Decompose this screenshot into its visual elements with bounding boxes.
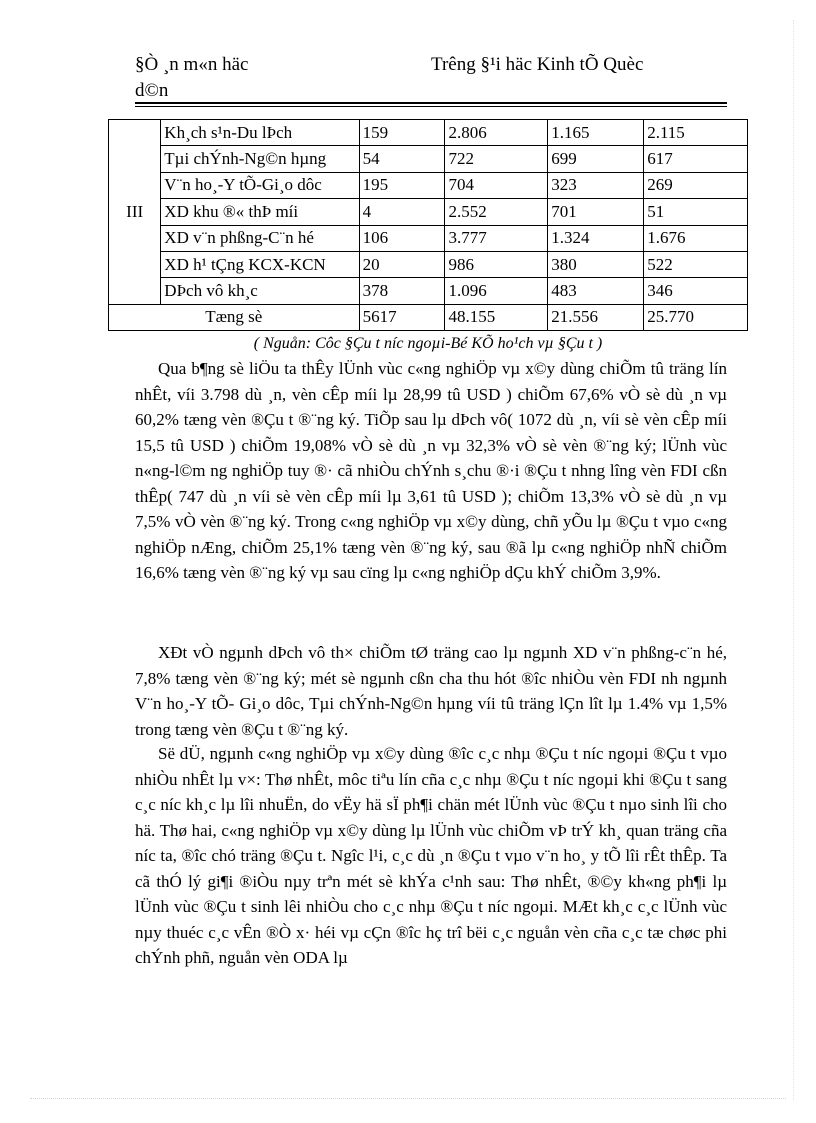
table-source-note: ( Nguån: Côc §Çu t níc ngoµi-Bé KÕ ho¹ch vµ §Çu t ) xyxy=(253,335,603,352)
cell-value: 986 xyxy=(445,251,548,277)
section-cell: III xyxy=(109,120,161,305)
row-name: XD khu ®« thÞ míi xyxy=(161,199,359,225)
body-paragraph: XÐt vÒ ngµnh dÞch vô th× chiÕm tØ träng cao lµ ngµnh XD v¨n phßng-c¨n hé, 7,8% tæng vèn ®¨ng ký; mét sè ngµnh cßn cha thu hót ®îc nhiÒu vèn FDI nh ngµnh V¨n ho¸-Y tÕ- Gi¸o dôc, Tµi chÝnh-Ng©n hµng víi tû träng lÇn lît lµ 1.4% vµ 1,5% trong tæng vèn ®Çu t ®¨ng ký. xyxy=(135,643,727,739)
row-name: XD h¹ tÇng KCX-KCN xyxy=(161,251,359,277)
cell-value: 20 xyxy=(359,251,445,277)
header-rule-thick xyxy=(135,102,727,104)
cell-value: 4 xyxy=(359,199,445,225)
cell-value: 2.115 xyxy=(644,120,748,146)
row-name: V¨n ho¸-Y tÕ-Gi¸o dôc xyxy=(161,172,359,198)
total-label: Tæng sè xyxy=(109,304,360,330)
cell-value: 699 xyxy=(548,146,644,172)
table-total-row xyxy=(109,304,748,330)
cell-value: 701 xyxy=(548,199,644,225)
cell-value: 1.165 xyxy=(548,120,644,146)
total-value: 5617 xyxy=(359,304,445,330)
total-value: 48.155 xyxy=(445,304,548,330)
cell-value: 1.096 xyxy=(445,278,548,304)
row-name: Kh¸ch s¹n-Du lÞch xyxy=(161,120,359,146)
header-right-title: Trêng §¹i häc Kinh tÕ Quèc xyxy=(431,54,644,75)
cell-value: 106 xyxy=(359,225,445,251)
table-row xyxy=(109,120,748,146)
cell-value: 378 xyxy=(359,278,445,304)
cell-value: 3.777 xyxy=(445,225,548,251)
row-name: DÞch vô kh¸c xyxy=(161,278,359,304)
cell-value: 2.552 xyxy=(445,199,548,225)
cell-value: 323 xyxy=(548,172,644,198)
cell-value: 1.324 xyxy=(548,225,644,251)
row-name: Tµi chÝnh-Ng©n hµng xyxy=(161,146,359,172)
cell-value: 380 xyxy=(548,251,644,277)
body-paragraph: Qua b¶ng sè liÖu ta thÊy lÜnh vùc c«ng nghiÖp vµ x©y dùng chiÕm tû träng lín nhÊt, víi 3.798 dù ¸n, vèn cÊp míi lµ 28,99 tû USD ) chiÕm 67,6% vÒ sè dù ¸n vµ 60,2% tæng vèn ®Çu t ®¨ng ký. TiÕp sau lµ dÞch vô( 1072 dù ¸n, víi sè vèn cÊp míi 15,5 tû USD ) chiÕm 19,08% vÒ sè dù ¸n vµ 32,3% vÒ sè vèn ®¨ng ký; lÜnh vùc n«ng-l©m ng nghiÖp tuy ®· cã nhiÒu chÝnh s¸chu ®·i ®Çu t nhng lîng vèn FDI cßn thÊp( 747 dù ¸n víi sè vèn cÊp míi lµ 3,61 tû USD ); chiÕm 13,3% vÒ sè dù ¸n vµ 7,5% vÒ vèn ®¨ng ký. Trong c«ng nghiÖp vµ x©y dùng, chñ yÕu lµ ®Çu t vµo c«ng nghiÖp nÆng, chiÕm 25,1% tæng vèn ®¨ng ký, sau ®ã lµ c«ng nghiÖp nhÑ chiÕm 16,6% tæng vèn ®¨ng ký vµ sau cïng lµ c«ng nghiÖp dÇu khÝ chiÕm 3,9%. xyxy=(135,359,727,582)
total-value: 21.556 xyxy=(548,304,644,330)
cell-value: 617 xyxy=(644,146,748,172)
page-bottom-dotted-line xyxy=(30,1098,786,1099)
table-row xyxy=(109,278,748,304)
row-name: XD v¨n phßng-C¨n hé xyxy=(161,225,359,251)
header-left-title: §Ò ¸n m«n häc d©n xyxy=(135,54,249,101)
table-row xyxy=(109,225,748,251)
body-paragraph: Së dÜ, ngµnh c«ng nghiÖp vµ x©y dùng ®îc c¸c nhµ ®Çu t níc ngoµi ®Çu t vµo nhiÒu nhÊt lµ v×: Thø nhÊt, môc tiªu lín cña c¸c nhµ ®Çu t níc ngoµi khi ®Çu t sang c¸c níc kh¸c lµ lîi nhuËn, do vËy hä sÏ ph¶i chän mét lÜnh vùc ®Çu t nµo sinh lîi cho hä. Thø hai, c«ng nghiÖp vµ x©y dùng lµ lÜnh vùc chiÕm vÞ trÝ kh¸ quan träng cña níc ta, ®îc chó träng ®Çu t. Ngîc l¹i, c¸c dù ¸n ®Çu t vµo v¨n ho¸ y tÕ lîi rÊt thÊp. Ta cã thÓ lý gi¶i ®iÒu nµy trªn mét sè khÝa c¹nh sau: Thø nhÊt, ®©y kh«ng ph¶i lµ lÜnh vùc ®Çu t sinh lêi nhiÒu cho c¸c nhµ ®Çu t níc ngoµi. MÆt kh¸c c¸c lÜnh vùc nµy thuéc c¸c vÊn ®Ò x· héi vµ cÇn ®îc hç trî bëi c¸c nguån vèn cña c¸c tæ chøc phi chÝnh phñ, nguån vèn ODA lµ xyxy=(135,744,727,967)
cell-value: 704 xyxy=(445,172,548,198)
cell-value: 483 xyxy=(548,278,644,304)
header-rule-thin xyxy=(135,106,727,107)
total-value: 25.770 xyxy=(644,304,748,330)
table-row xyxy=(109,251,748,277)
page-header xyxy=(135,52,727,104)
investment-table xyxy=(108,119,748,331)
cell-value: 722 xyxy=(445,146,548,172)
page-right-dotted-line xyxy=(793,20,794,1100)
table-row xyxy=(109,199,748,225)
table-row xyxy=(109,146,748,172)
cell-value: 1.676 xyxy=(644,225,748,251)
cell-value: 522 xyxy=(644,251,748,277)
cell-value: 54 xyxy=(359,146,445,172)
table-row xyxy=(109,172,748,198)
cell-value: 269 xyxy=(644,172,748,198)
cell-value: 51 xyxy=(644,199,748,225)
cell-value: 346 xyxy=(644,278,748,304)
cell-value: 195 xyxy=(359,172,445,198)
cell-value: 2.806 xyxy=(445,120,548,146)
cell-value: 159 xyxy=(359,120,445,146)
